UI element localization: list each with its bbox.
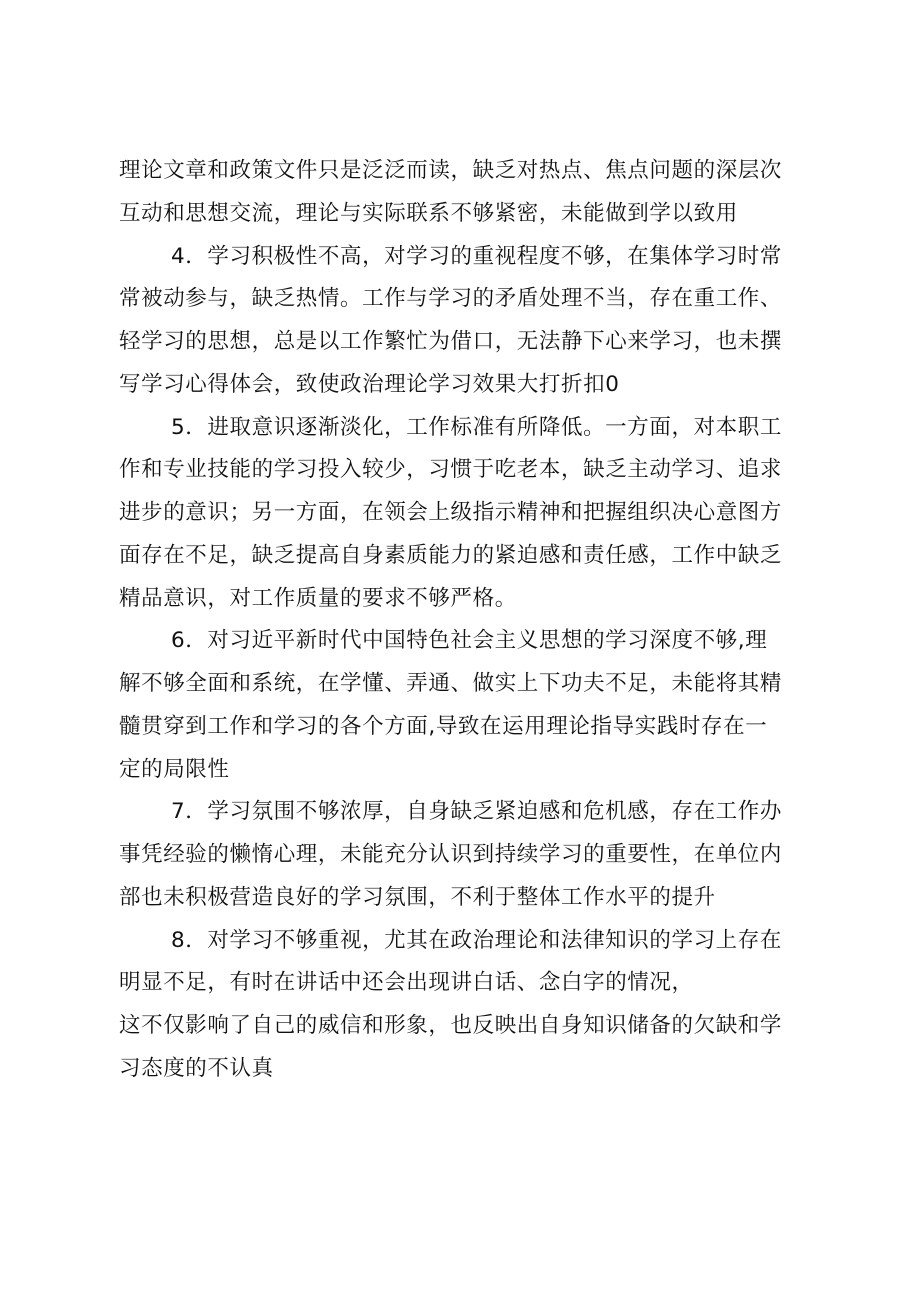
paragraph-3-line-2: 互动和思想交流，理论与实际联系不够紧密，未能做到学以致用	[119, 201, 738, 226]
paragraph-6-line-4: 定的局限性	[119, 757, 230, 782]
paragraph-5-line-3: 进步的意识；另一方面，在领会上级指示精神和把握组织决心意图方	[119, 500, 783, 525]
paragraph-4-line-3: 轻学习的思想，总是以工作繁忙为借口，无法静下心来学习，也未撰	[119, 329, 783, 354]
paragraph-3-line-1: 理论文章和政策文件只是泛泛而读，缺乏对热点、焦点问题的深层次	[119, 158, 783, 183]
paragraph-5-line-1: 5．进取意识逐渐淡化，工作标准有所降低。一方面，对本职工	[171, 415, 782, 440]
paragraph-7-line-2: 事凭经验的懒惰心理，未能充分认识到持续学习的重要性，在单位内	[119, 842, 783, 867]
paragraph-4-line-4: 写学习心得体会，致使政治理论学习效果大打折扣0	[119, 372, 620, 397]
paragraph-6-line-2: 解不够全面和系统，在学懂、弄通、做实上下功夫不足，未能将其精	[119, 671, 783, 696]
paragraph-4-line-2: 常被动参与，缺乏热情。工作与学习的矛盾处理不当，存在重工作、	[119, 286, 783, 311]
paragraph-8-line-2: 明显不足，有时在讲话中还会出现讲白话、念白字的情况，	[119, 970, 694, 995]
paragraph-6-line-3: 髓贯穿到工作和学习的各个方面,导致在运用理论指导实践时存在一	[119, 714, 768, 739]
paragraph-5-line-4: 面存在不足，缺乏提高自身素质能力的紧迫感和责任感，工作中缺乏	[119, 543, 783, 568]
paragraph-5-line-2: 作和专业技能的学习投入较少，习惯于吃老本，缺乏主动学习、追求	[119, 457, 783, 482]
paragraph-5-line-5: 精品意识，对工作质量的要求不够严格。	[119, 586, 517, 611]
paragraph-7-line-1: 7．学习氛围不够浓厚，自身缺乏紧迫感和危机感，存在工作办	[171, 799, 782, 824]
paragraph-7-line-3: 部也未积极营造良好的学习氛围，不利于整体工作水平的提升	[119, 885, 716, 910]
paragraph-8-line-1: 8．对学习不够重视，尤其在政治理论和法律知识的学习上存在	[171, 928, 782, 953]
paragraph-4-line-1: 4．学习积极性不高，对学习的重视程度不够，在集体学习时常	[171, 244, 782, 269]
paragraph-8-line-4: 习态度的不认真	[119, 1056, 274, 1081]
paragraph-6-line-1: 6．对习近平新时代中国特色社会主义思想的学习深度不够,理	[171, 628, 768, 653]
paragraph-8-line-3: 这不仅影响了自己的威信和形象，也反映出自身知识储备的欠缺和学	[119, 1013, 783, 1038]
